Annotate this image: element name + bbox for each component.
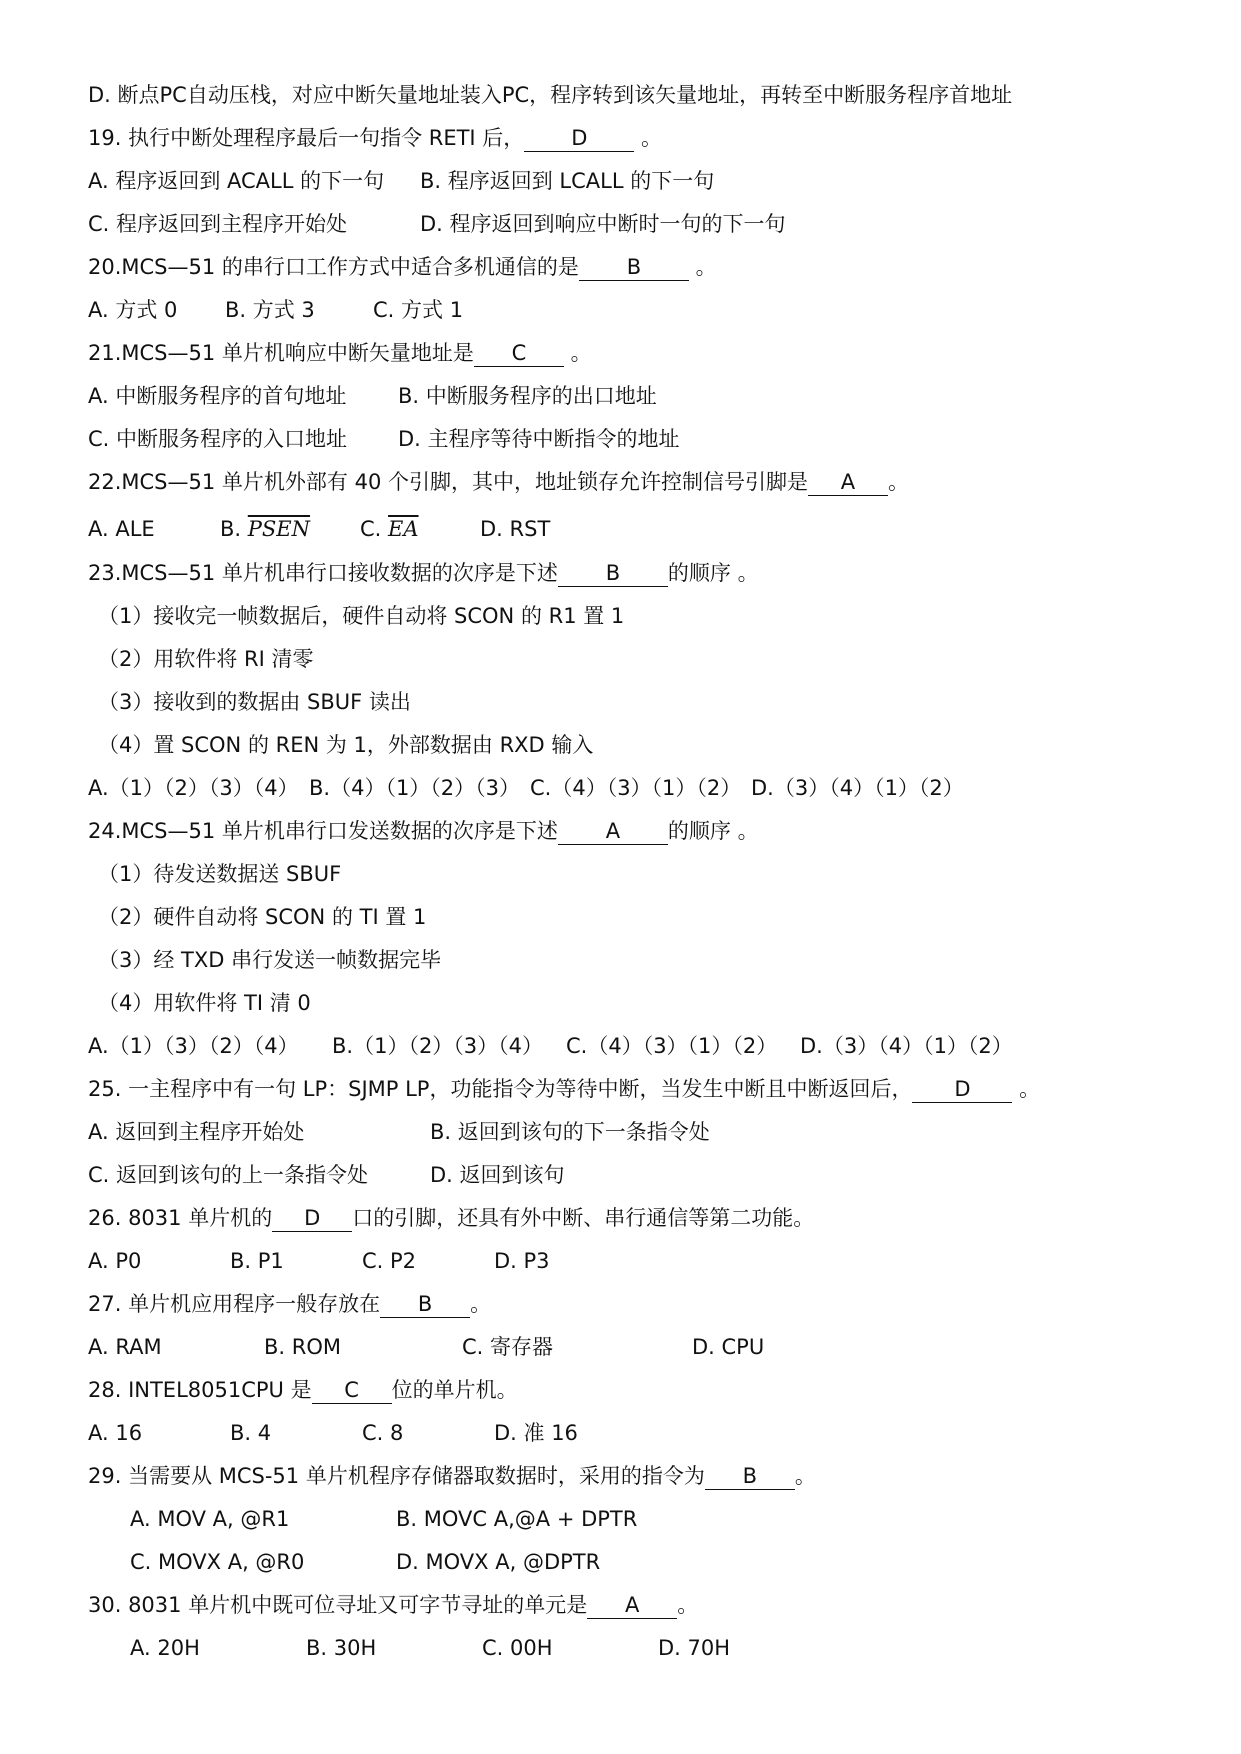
q29-options-row1: [130, 1504, 637, 1534]
q19-end: 。: [634, 126, 662, 150]
q22-option-c-ea: $\overline{EA}$: [388, 517, 419, 541]
q24-text: 24.MCS—51 单片机串行口发送数据的次序是下述: [88, 819, 558, 843]
q22-option-b-prefix: B.: [220, 517, 242, 541]
q23-step-2: （2）用软件将 RI 清零: [98, 647, 314, 671]
q27-option-d: D. CPU: [692, 1335, 765, 1359]
q26-question: [88, 1203, 814, 1233]
q20-option-c: C. 方式 1: [373, 298, 464, 322]
q27-question: [88, 1289, 491, 1319]
q23-step-3: （3）接收到的数据由 SBUF 读出: [98, 690, 411, 714]
q21-option-a: A. 中断服务程序的首句地址: [88, 384, 347, 408]
q30-text: 30. 8031 单片机中既可位寻址又可字节寻址的单元是: [88, 1593, 588, 1617]
q29-answer: B: [705, 1463, 795, 1490]
q26-option-d: D. P3: [494, 1249, 550, 1273]
q22-question: [88, 467, 909, 497]
q23-option-c: C.（4）（3）（1）（2）: [530, 776, 742, 800]
q21-option-d: D. 主程序等待中断指令的地址: [398, 427, 680, 451]
q23-question: [88, 558, 759, 588]
q30-question: [88, 1590, 698, 1620]
q21-text: 21.MCS—51 单片机响应中断矢量地址是: [88, 341, 474, 365]
q22-option-b: [220, 514, 360, 544]
q30-option-b: B. 30H: [306, 1636, 377, 1660]
q27-option-b: B. ROM: [264, 1335, 341, 1359]
q23-step-4: （4）置 SCON 的 REN 为 1，外部数据由 RXD 输入: [98, 733, 594, 757]
q22-answer: A: [808, 469, 888, 496]
q25-option-c: C. 返回到该句的上一条指令处: [88, 1163, 369, 1187]
q27-option-c: C. 寄存器: [462, 1335, 554, 1359]
q24-step-3: （3）经 TXD 串行发送一帧数据完毕: [98, 948, 442, 972]
q22-end: 。: [887, 470, 909, 494]
q25-options-row2: [88, 1160, 565, 1190]
q22-options: [88, 514, 550, 544]
q28-option-c: C. 8: [362, 1421, 404, 1445]
q29-options-row2: [130, 1547, 600, 1577]
q22-option-b-psen: PSEN: [247, 517, 311, 541]
q20-answer: B: [579, 254, 689, 281]
q25-option-a: A. 返回到主程序开始处: [88, 1120, 305, 1144]
q19-options-row1: [88, 166, 714, 196]
q26-text: 26. 8031 单片机的: [88, 1206, 273, 1230]
q19-options-row2: [88, 209, 786, 239]
q22-option-c: [360, 514, 480, 544]
q24-option-c: C.（4）（3）（1）（2）: [566, 1034, 778, 1058]
q26-end: 口的引脚，还具有外中断、串行通信等第二功能。: [352, 1206, 815, 1230]
q23-step-1: （1）接收完一帧数据后，硬件自动将 SCON 的 R1 置 1: [98, 604, 625, 628]
q24-option-a: A.（1）（3）（2）（4）: [88, 1034, 299, 1058]
q21-options-row1: [88, 381, 657, 411]
q28-option-a: A. 16: [88, 1421, 143, 1445]
q30-options: [130, 1633, 730, 1663]
q26-option-a: A. P0: [88, 1249, 142, 1273]
q19-option-a: A. 程序返回到 ACALL 的下一句: [88, 169, 385, 193]
q28-option-b: B. 4: [230, 1421, 272, 1445]
q22-option-c-prefix: C.: [360, 517, 382, 541]
q24-options: [88, 1031, 1013, 1061]
q24-end: 的顺序 。: [667, 819, 759, 843]
q24-step-4: （4）用软件将 TI 清 0: [98, 991, 311, 1015]
q20-end: 。: [688, 255, 717, 279]
q27-answer: B: [380, 1291, 470, 1318]
q21-answer: C: [474, 340, 564, 367]
q22-option-a: A. ALE: [88, 517, 155, 541]
q25-text: 25. 一主程序中有一句 LP：SJMP LP，功能指令为等待中断，当发生中断且中断返回后，: [88, 1077, 913, 1101]
q27-text: 27. 单片机应用程序一般存放在: [88, 1292, 381, 1316]
q28-options: [88, 1418, 578, 1448]
q25-answer: D: [912, 1076, 1012, 1103]
q27-end: 。: [470, 1292, 492, 1316]
q24-option-d: D.（3）（4）（1）（2）: [800, 1034, 1013, 1058]
q24-step-1: （1）待发送数据送 SBUF: [98, 862, 342, 886]
q21-option-c: C. 中断服务程序的入口地址: [88, 427, 348, 451]
q25-option-d: D. 返回到该句: [430, 1163, 565, 1187]
q28-text: 28. INTEL8051CPU 是: [88, 1378, 312, 1402]
q21-options-row2: [88, 424, 680, 454]
q19-option-c: C. 程序返回到主程序开始处: [88, 212, 348, 236]
q28-answer: C: [312, 1377, 392, 1404]
q30-option-d: D. 70H: [658, 1636, 731, 1660]
q19-option-b: B. 程序返回到 LCALL 的下一句: [420, 169, 715, 193]
q19-text: 19. 执行中断处理程序最后一句指令 RETI 后，: [88, 126, 525, 150]
q27-option-a: A. RAM: [88, 1335, 162, 1359]
q23-option-b: B.（4）（1）（2）（3）: [309, 776, 521, 800]
q26-option-c: C. P2: [362, 1249, 417, 1273]
q21-end: 。: [563, 341, 592, 365]
q20-text: 20.MCS—51 的串行口工作方式中适合多机通信的是: [88, 255, 579, 279]
q29-option-d: D. MOVX A, @DPTR: [396, 1550, 601, 1574]
q24-step-2: （2）硬件自动将 SCON 的 TI 置 1: [98, 905, 427, 929]
q21-question: [88, 338, 592, 368]
q21-option-b: B. 中断服务程序的出口地址: [398, 384, 657, 408]
q23-option-a: A.（1）（2）（3）（4）: [88, 776, 299, 800]
q20-option-a: A. 方式 0: [88, 298, 178, 322]
q28-end: 位的单片机。: [391, 1378, 518, 1402]
q27-options: [88, 1332, 764, 1362]
q23-answer: B: [558, 560, 668, 587]
q19-option-d: D. 程序返回到响应中断时一句的下一句: [420, 212, 786, 236]
q18-option-d: D. 断点PC自动压栈，对应中断矢量地址装入PC，程序转到该矢量地址，再转至中断服务程序首地址: [88, 83, 1013, 107]
q19-question: [88, 123, 662, 153]
q22-text: 22.MCS—51 单片机外部有 40 个引脚，其中，地址锁存允许控制信号引脚是: [88, 470, 808, 494]
q29-option-c: C. MOVX A, @R0: [130, 1550, 305, 1574]
q23-text: 23.MCS—51 单片机串行口接收数据的次序是下述: [88, 561, 558, 585]
q26-option-b: B. P1: [230, 1249, 284, 1273]
q25-end: 。: [1012, 1077, 1041, 1101]
q20-question: [88, 252, 717, 282]
q30-end: 。: [677, 1593, 699, 1617]
q30-option-a: A. 20H: [130, 1636, 200, 1660]
q29-end: 。: [794, 1464, 816, 1488]
q29-text: 29. 当需要从 MCS-51 单片机程序存储器取数据时，采用的指令为: [88, 1464, 705, 1488]
q25-options-row1: [88, 1117, 710, 1147]
q23-options: [88, 773, 964, 803]
q28-question: [88, 1375, 518, 1405]
q25-option-b: B. 返回到该句的下一条指令处: [430, 1120, 710, 1144]
q26-options: [88, 1246, 550, 1276]
q29-option-a: A. MOV A, @R1: [130, 1507, 290, 1531]
q24-option-b: B.（1）（2）（3）（4）: [332, 1034, 544, 1058]
q23-option-d: D.（3）（4）（1）（2）: [751, 776, 964, 800]
q23-end: 的顺序 。: [667, 561, 759, 585]
q19-answer: D: [524, 125, 634, 152]
q29-question: [88, 1461, 816, 1491]
q20-options: [88, 295, 463, 325]
q30-answer: A: [587, 1592, 677, 1619]
q24-question: [88, 816, 759, 846]
q25-question: [88, 1074, 1040, 1104]
q22-option-d: D. RST: [480, 517, 551, 541]
q30-option-c: C. 00H: [482, 1636, 553, 1660]
q20-option-b: B. 方式 3: [225, 298, 315, 322]
q28-option-d: D. 准 16: [494, 1421, 578, 1445]
q29-option-b: B. MOVC A,@A + DPTR: [396, 1507, 638, 1531]
q26-answer: D: [272, 1205, 352, 1232]
q24-answer: A: [558, 818, 668, 845]
